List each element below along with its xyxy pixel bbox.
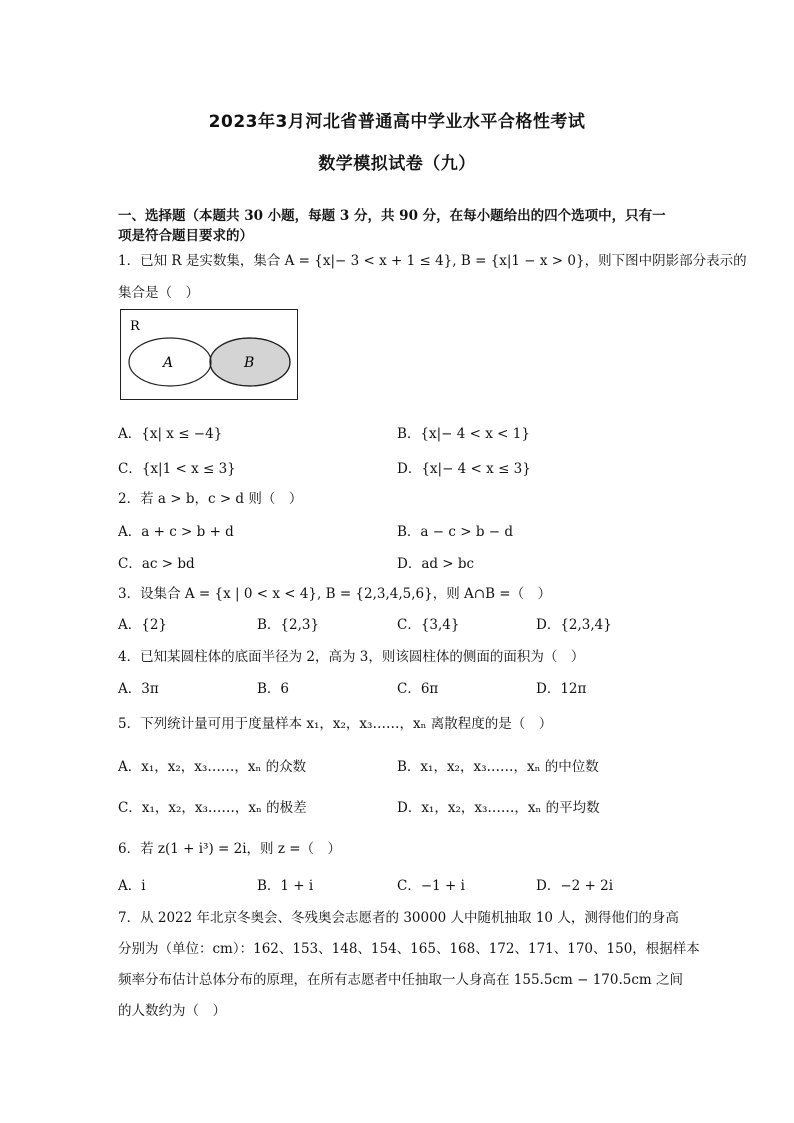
q7-stem-line1: 7．从 2022 年北京冬奥会、冬残奥会志愿者的 30000 人中随机抽取 10 人，测得他们的身高	[118, 910, 679, 926]
q2-option-b: B．a − c > b − d	[397, 524, 513, 540]
venn-diagram	[120, 309, 298, 400]
section-heading-line2: 项是符合题目要求的）	[118, 228, 253, 244]
exam-subtitle: 数学模拟试卷（九）	[318, 154, 476, 174]
q6-option-d: D．−2 + 2i	[536, 878, 614, 894]
q5-option-a: A．x₁，x₂，x₃……，xₙ 的众数	[118, 759, 307, 775]
q4-option-a: A．3π	[118, 681, 159, 697]
q1-option-a: A．{x| x ≤ −4}	[118, 426, 223, 442]
exam-title: 2023年3月河北省普通高中学业水平合格性考试	[208, 112, 586, 132]
q7-stem-line4: 的人数约为（ ）	[118, 1003, 226, 1019]
q1-option-c: C．{x|1 < x ≤ 3}	[118, 461, 236, 477]
q6-stem: 6．若 z(1 + i³) = 2i，则 z =（ ）	[118, 841, 342, 857]
q2-option-d: D．ad > bc	[397, 556, 475, 572]
q4-option-c: C．6π	[397, 681, 439, 697]
q7-stem-line2: 分别为（单位：cm）：162、153、148、154、165、168、172、171、170、150，根据样本	[118, 941, 700, 957]
venn-label-r: R	[130, 319, 140, 334]
q1-option-b: B．{x|− 4 < x < 1}	[397, 426, 530, 442]
q1-stem-line1: 1．已知 R 是实数集，集合 A = {x|− 3 < x + 1 ≤ 4}, B = {x|1 − x > 0}，则下图中阴影部分表示的	[118, 253, 747, 269]
section-heading-line1: 一、选择题（本题共 30 小题，每题 3 分，共 90 分，在每小题给出的四个选项中，只有一	[118, 208, 666, 224]
q2-option-c: C．ac > bd	[118, 556, 195, 572]
venn-label-a: A	[163, 355, 174, 371]
q3-option-d: D．{2,3,4}	[536, 617, 612, 633]
q1-stem-line2: 集合是（ ）	[118, 285, 199, 301]
q6-option-c: C．−1 + i	[397, 878, 465, 894]
q6-option-b: B．1 + i	[257, 878, 314, 894]
q4-stem: 4．已知某圆柱体的底面半径为 2，高为 3，则该圆柱体的侧面的面积为（ ）	[118, 649, 585, 665]
q2-stem: 2．若 a > b，c > d 则（ ）	[118, 491, 303, 507]
q3-option-c: C．{3,4}	[397, 617, 460, 633]
q6-option-a: A．i	[118, 878, 146, 894]
q1-option-d: D．{x|− 4 < x ≤ 3}	[397, 461, 531, 477]
q7-stem-line3: 频率分布估计总体分布的原理，在所有志愿者中任抽取一人身高在 155.5cm − 170.5cm 之间	[118, 972, 683, 988]
q3-option-b: B．{2,3}	[257, 617, 320, 633]
q5-option-c: C．x₁，x₂，x₃……，xₙ 的极差	[118, 800, 307, 816]
q2-option-a: A．a + c > b + d	[118, 524, 234, 540]
q4-option-b: B．6	[257, 681, 290, 697]
q3-stem: 3．设集合 A = {x | 0 < x < 4}, B = {2,3,4,5,6}，则 A∩B =（ ）	[118, 586, 552, 602]
q4-option-d: D．12π	[536, 681, 587, 697]
venn-label-b: B	[244, 355, 255, 371]
q3-option-a: A．{2}	[118, 617, 168, 633]
q5-option-b: B．x₁，x₂，x₃……，xₙ 的中位数	[397, 759, 599, 775]
q5-stem: 5．下列统计量可用于度量样本 x₁，x₂，x₃……，xₙ 离散程度的是（ ）	[118, 716, 553, 732]
q5-option-d: D．x₁，x₂，x₃……，xₙ 的平均数	[397, 800, 600, 816]
